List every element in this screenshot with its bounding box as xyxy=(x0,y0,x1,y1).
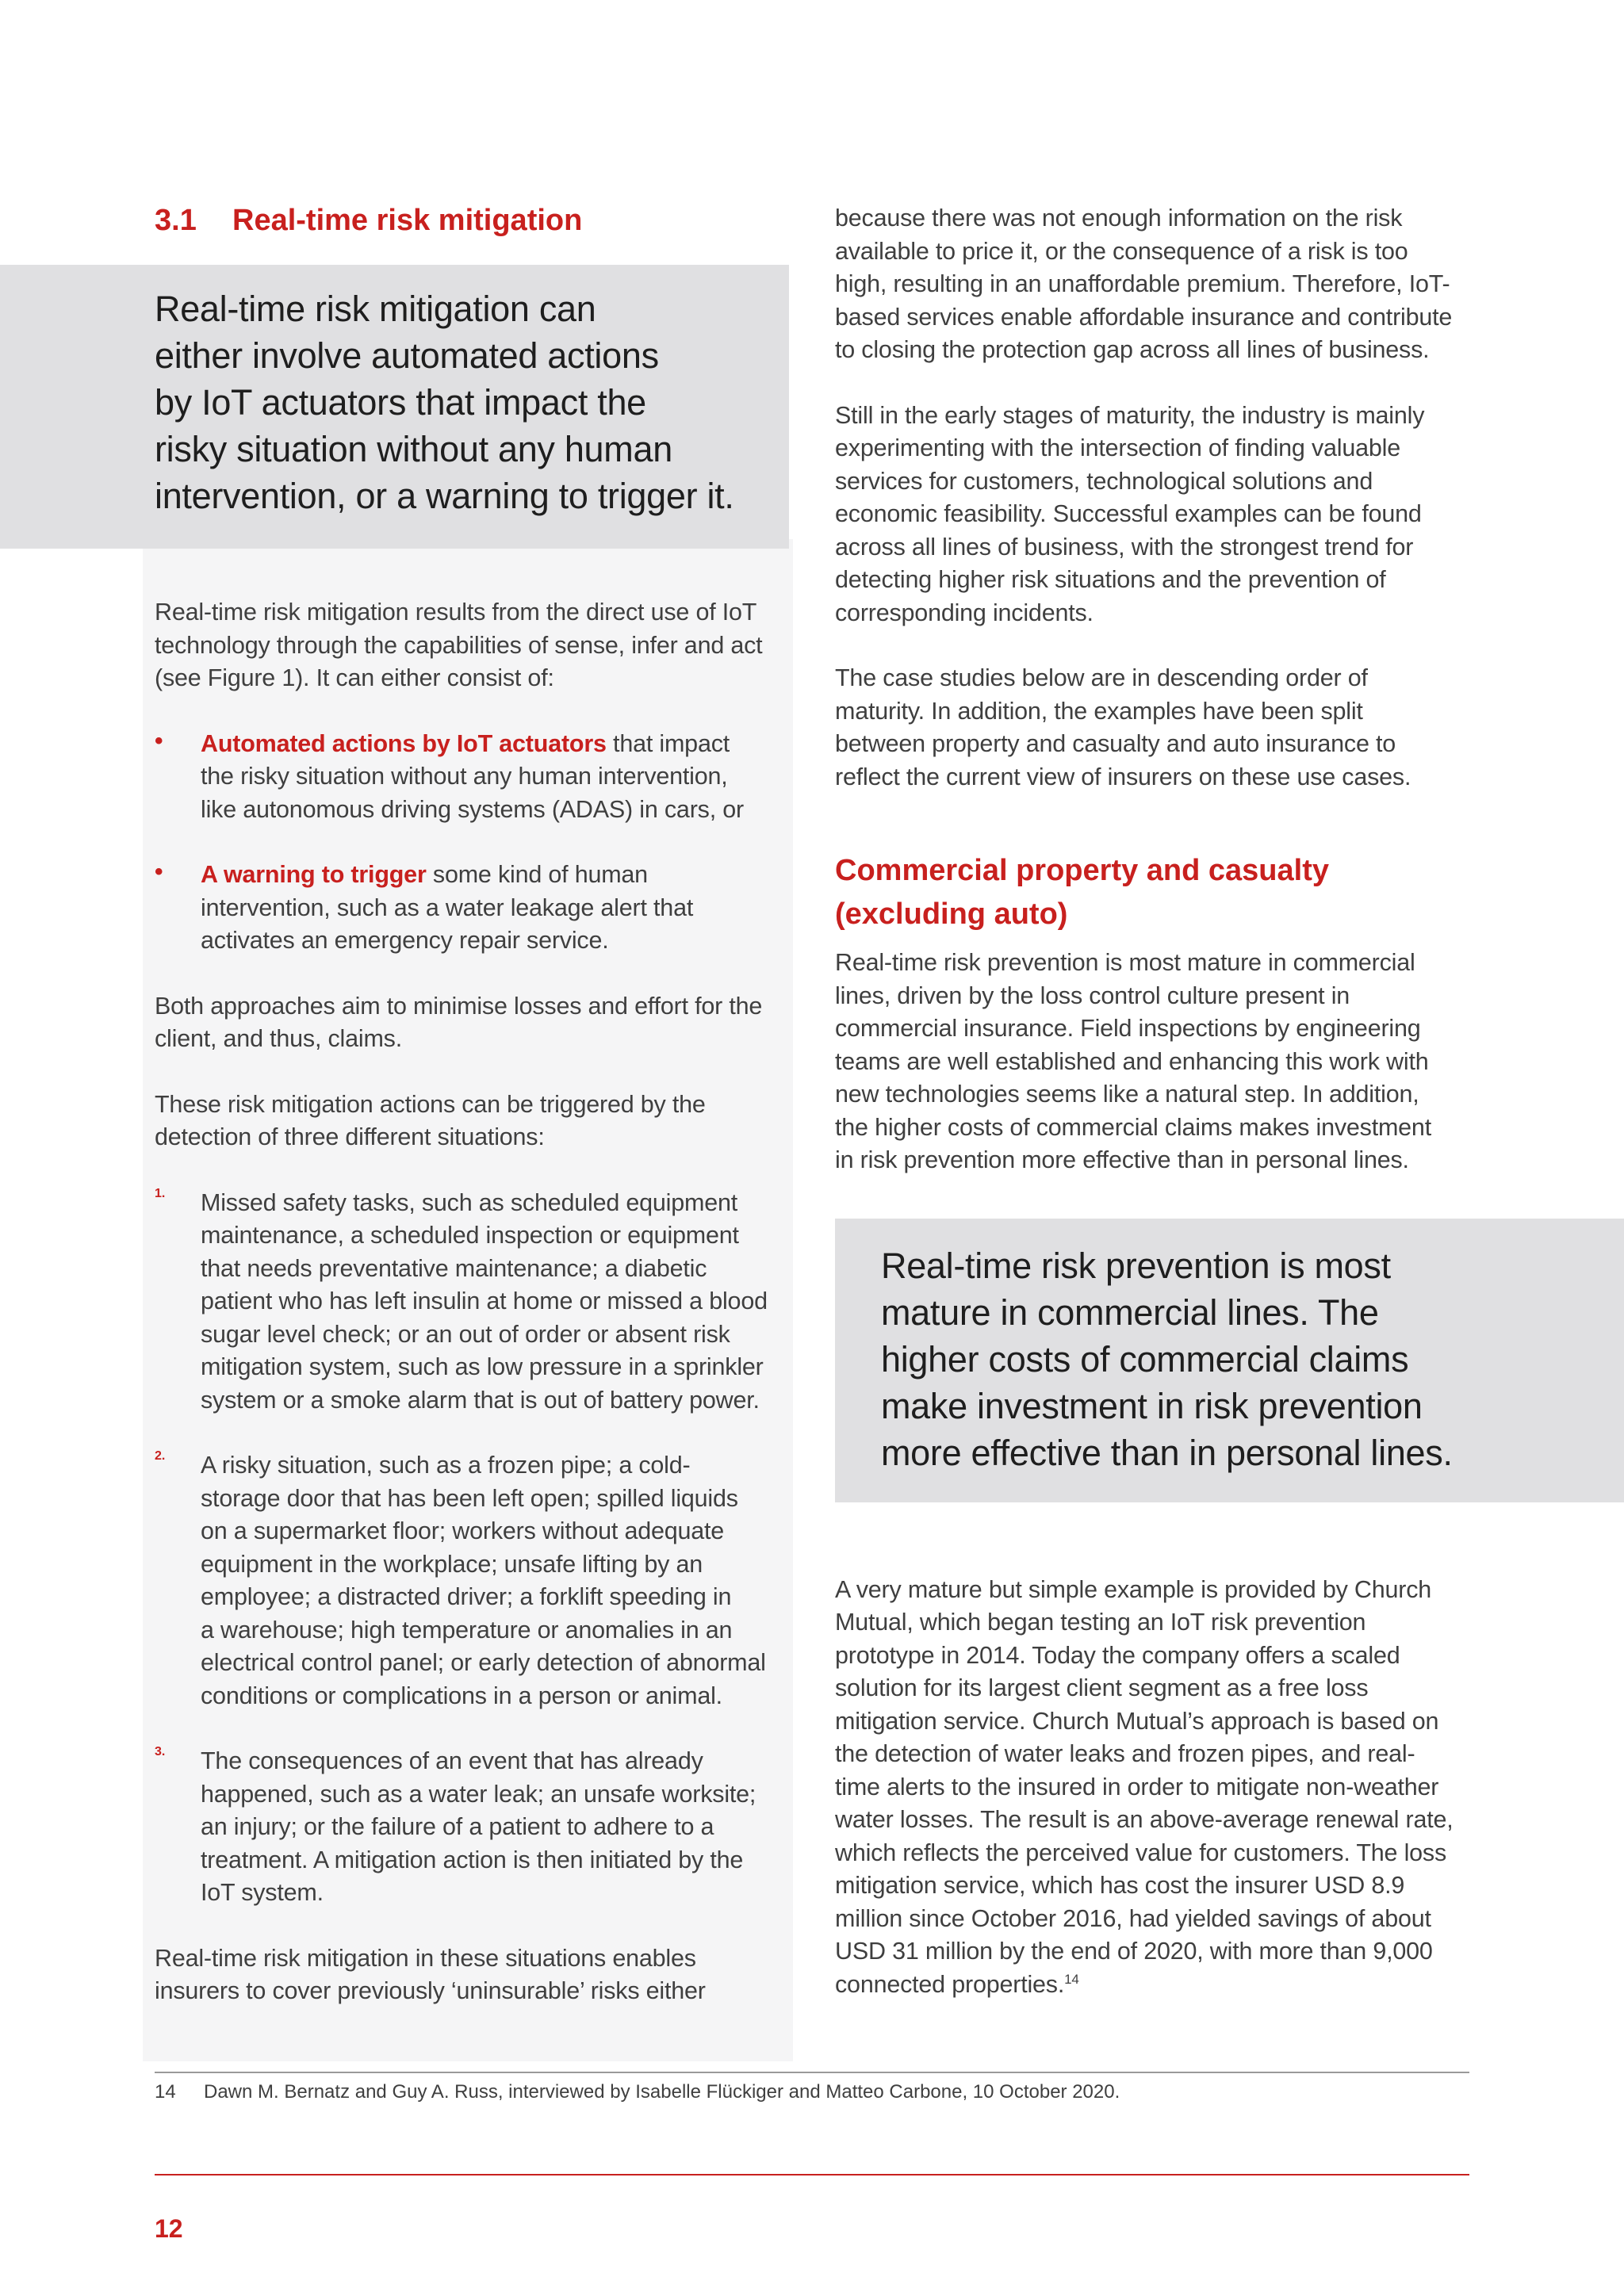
text-line: patient who has left insulin at home or missed a blood xyxy=(201,1288,768,1314)
pull-quote-line: Real-time risk mitigation can xyxy=(155,289,596,329)
bullet-marker: • xyxy=(155,859,163,885)
text-line: like autonomous driving systems (ADAS) in cars, or xyxy=(201,795,744,823)
text-line: client, and thus, claims. xyxy=(155,1025,403,1052)
text-line: available to price it, or the consequence of a risk is too xyxy=(835,237,1408,265)
text-line: teams are well established and enhancing this work with xyxy=(835,1047,1429,1075)
pull-quote-line: risky situation without any human xyxy=(155,429,672,469)
text-line: water losses. The result is an above-average renewal rate, xyxy=(835,1806,1454,1833)
text-line: Real-time risk mitigation results from the direct use of IoT xyxy=(155,599,757,626)
text-line: sugar level check; or an out of order or absent risk xyxy=(201,1320,730,1348)
text-line: the detection of water leaks and frozen pipes, and real- xyxy=(835,1740,1415,1767)
text-line: technology through the capabilities of sense, infer and act xyxy=(155,631,763,659)
text-line: million since October 2016, had yielded savings of about xyxy=(835,1904,1431,1932)
text-line: conditions or complications in a person or animal. xyxy=(201,1682,722,1709)
subheading xyxy=(835,849,1477,936)
case-studies-paragraph xyxy=(835,662,1477,794)
text-line: Both approaches aim to minimise losses and effort for the xyxy=(155,992,763,1020)
left-column xyxy=(155,202,789,2008)
numbered-item xyxy=(155,1187,789,1418)
text-line: A risky situation, such as a frozen pipe; a cold- xyxy=(201,1452,691,1479)
text-line: commercial insurance. Field inspections by engineering xyxy=(835,1015,1421,1042)
section-number: 3.1 xyxy=(155,204,197,237)
list-number: 3. xyxy=(155,1745,166,1758)
text-line: based services enable affordable insurance and contribute xyxy=(835,303,1453,331)
text-line: maintenance, a scheduled inspection or equipment xyxy=(201,1222,739,1249)
final-paragraph xyxy=(155,1942,789,2008)
text-line: reflect the current view of insurers on these use cases. xyxy=(835,763,1411,790)
text-line: the higher costs of commercial claims makes investment xyxy=(835,1113,1431,1141)
numbered-item xyxy=(155,1745,789,1910)
section-heading xyxy=(155,202,789,239)
footnote xyxy=(155,2080,1120,2105)
footnote-number: 14 xyxy=(155,2081,176,2103)
section-title: Real-time risk mitigation xyxy=(232,204,583,237)
text-line: equipment in the workplace; unsafe lifting by an xyxy=(201,1550,703,1578)
text-line: prototype in 2014. Today the company offers a scaled xyxy=(835,1641,1400,1669)
triggers-paragraph xyxy=(155,1089,789,1154)
text-line: a warehouse; high temperature or anomalies in an xyxy=(201,1616,733,1644)
text-line: services for customers, technological solutions and xyxy=(835,467,1373,495)
text-line: that needs preventative maintenance; a diabetic xyxy=(201,1254,707,1282)
text-line: which reflects the perceived value for customers. The loss xyxy=(835,1839,1447,1866)
bullet-emphasis: Automated actions by IoT actuators xyxy=(201,729,607,757)
subheading-line: Commercial property and casualty xyxy=(835,854,1329,887)
text-line: time alerts to the insured in order to mitigate non-weather xyxy=(835,1773,1439,1800)
text-line: system or a smoke alarm that is out of battery power. xyxy=(201,1386,760,1414)
bullet-text: some kind of human xyxy=(426,861,648,888)
text-line: between property and casualty and auto insurance to xyxy=(835,730,1396,757)
text-line: an injury; or the failure of a patient to adhere to a xyxy=(201,1813,714,1840)
bullet-emphasis: A warning to trigger xyxy=(201,861,427,888)
text-line: employee; a distracted driver; a forklift speeding in xyxy=(201,1583,732,1610)
text-line: mitigation service. Church Mutual’s approach is based on xyxy=(835,1707,1439,1735)
text-line: maturity. In addition, the examples have been split xyxy=(835,697,1363,725)
text-line: the risky situation without any human intervention, xyxy=(201,763,728,790)
commercial-paragraph xyxy=(835,947,1477,1177)
text-line: because there was not enough information on the risk xyxy=(835,205,1403,232)
pull-quote-line: either involve automated actions xyxy=(155,335,659,376)
text-line: A very mature but simple example is provided by Church xyxy=(835,1575,1432,1603)
text-line: storage door that has been left open; spilled liquids xyxy=(201,1484,738,1512)
church-mutual-paragraph xyxy=(835,1574,1477,2002)
text-line: The consequences of an event that has already xyxy=(201,1747,703,1774)
both-approaches-paragraph xyxy=(155,990,789,1056)
footnote-divider xyxy=(155,2072,1469,2073)
text-line: IoT system. xyxy=(201,1879,324,1906)
page-number: 12 xyxy=(155,2214,183,2243)
bullet-text: that impact xyxy=(606,729,730,757)
subheading-line: (excluding auto) xyxy=(835,897,1068,931)
footnote-text: Dawn M. Bernatz and Guy A. Russ, interviewed by Isabelle Flückiger and Matteo Carbone, 10 October 2020. xyxy=(204,2081,1120,2103)
text-line: to closing the protection gap across all lines of business. xyxy=(835,336,1430,363)
text-line: treatment. A mitigation action is then initiated by the xyxy=(201,1846,744,1873)
bullet-marker: • xyxy=(155,727,163,754)
text-line: intervention, such as a water leakage alert that xyxy=(201,894,694,921)
text-line: USD 31 million by the end of 2020, with more than 9,000 xyxy=(835,1938,1433,1965)
text-line: (see Figure 1). It can either consist of: xyxy=(155,664,554,691)
text-line: detection of three different situations: xyxy=(155,1123,545,1150)
numbered-item xyxy=(155,1449,789,1712)
list-number: 1. xyxy=(155,1186,166,1200)
text-line: new technologies seems like a natural step. In addition, xyxy=(835,1081,1419,1108)
pull-quote-line: Real-time risk prevention is most xyxy=(881,1246,1391,1286)
text-line: connected properties. xyxy=(835,1970,1065,1998)
pull-quote-line: make investment in risk prevention xyxy=(881,1386,1423,1426)
text-line: mitigation service, which has cost the insurer USD 8.9 xyxy=(835,1872,1405,1899)
right-column xyxy=(835,202,1477,2001)
intro-paragraph xyxy=(155,596,789,695)
maturity-paragraph xyxy=(835,400,1477,630)
text-line: detecting higher risk situations and the prevention of xyxy=(835,566,1386,593)
text-line: lines, driven by the loss control culture present in xyxy=(835,982,1350,1009)
text-line: solution for its largest client segment as a free loss xyxy=(835,1674,1369,1701)
pull-quote-line: by IoT actuators that impact the xyxy=(155,382,646,423)
text-line: high, resulting in an unaffordable premium. Therefore, IoT- xyxy=(835,270,1450,297)
text-line: in risk prevention more effective than in personal lines. xyxy=(835,1146,1409,1173)
text-line: across all lines of business, with the strongest trend for xyxy=(835,533,1414,561)
text-line: experimenting with the intersection of finding valuable xyxy=(835,434,1400,461)
continued-paragraph xyxy=(835,202,1477,367)
text-line: corresponding incidents. xyxy=(835,599,1094,626)
text-line: electrical control panel; or early detection of abnormal xyxy=(201,1649,766,1676)
text-line: activates an emergency repair service. xyxy=(201,927,609,954)
pull-quote-line: higher costs of commercial claims xyxy=(881,1339,1409,1380)
text-line: Real-time risk prevention is most mature in commercial xyxy=(835,949,1415,976)
text-line: Missed safety tasks, such as scheduled equipment xyxy=(201,1188,738,1216)
list-number: 2. xyxy=(155,1449,166,1463)
text-line: insurers to cover previously ‘uninsurable’ risks either xyxy=(155,1977,706,2004)
page-footer-divider xyxy=(155,2174,1469,2175)
text-line: mitigation system, such as low pressure in a sprinkler xyxy=(201,1353,764,1380)
text-line: Mutual, which began testing an IoT risk prevention xyxy=(835,1609,1366,1636)
bullet-item xyxy=(155,859,789,958)
text-line: economic feasibility. Successful examples can be found xyxy=(835,500,1422,527)
pull-quote-line: more effective than in personal lines. xyxy=(881,1433,1453,1473)
pull-quote-right xyxy=(835,1219,1624,1502)
text-line: The case studies below are in descending order of xyxy=(835,664,1368,691)
bullet-item xyxy=(155,728,789,827)
text-line: These risk mitigation actions can be triggered by the xyxy=(155,1090,706,1118)
text-line: Still in the early stages of maturity, the industry is mainly xyxy=(835,401,1425,429)
text-line: happened, such as a water leak; an unsafe worksite; xyxy=(201,1780,756,1808)
text-line: on a supermarket floor; workers without adequate xyxy=(201,1517,725,1544)
pull-quote-line: mature in commercial lines. The xyxy=(881,1292,1379,1333)
text-line: Real-time risk mitigation in these situations enables xyxy=(155,1944,696,1972)
footnote-reference[interactable]: 14 xyxy=(1064,1971,1079,1987)
pull-quote-line: intervention, or a warning to trigger it. xyxy=(155,476,734,516)
